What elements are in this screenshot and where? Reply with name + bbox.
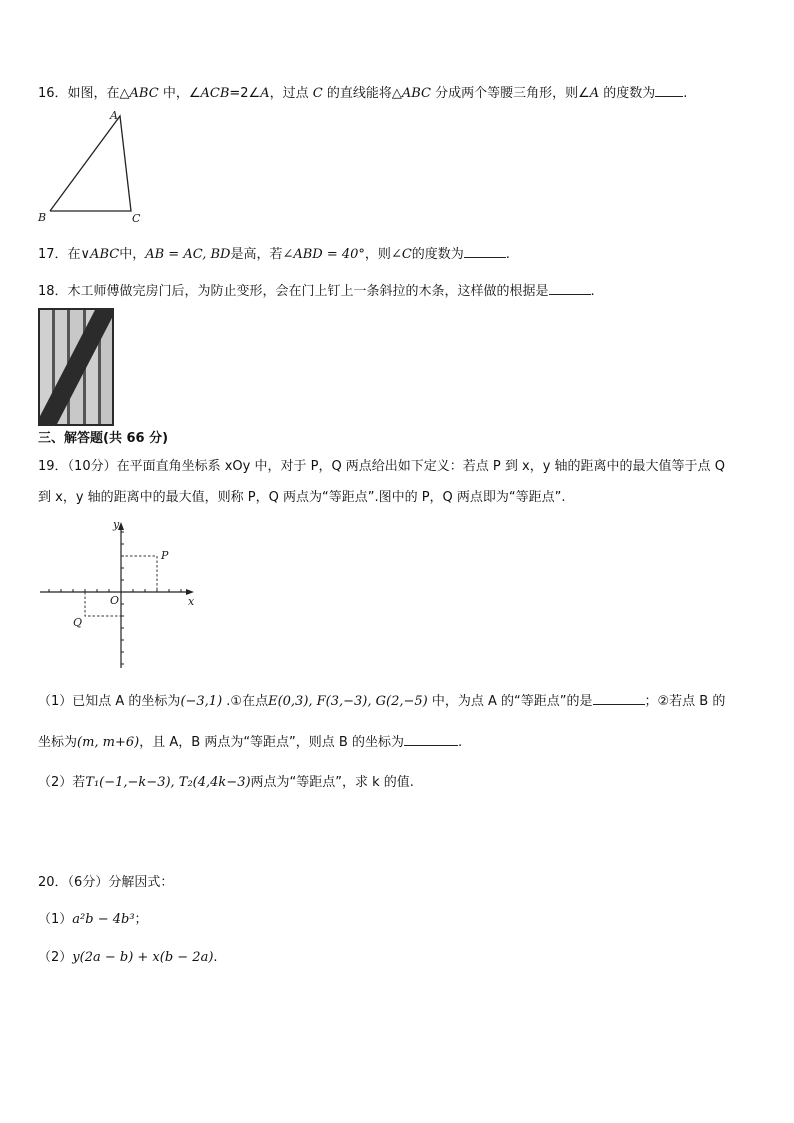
question-20-part1: （1）a²b − 4b³； <box>38 912 148 927</box>
question-18-text: 18．木工师傅做完房门后，为防止变形，会在门上钉上一条斜拉的木条，这样做的根据是 . <box>38 284 595 299</box>
coordinate-plane-figure <box>40 518 200 674</box>
answer-blank[interactable] <box>404 733 458 746</box>
answer-blank[interactable] <box>593 692 645 705</box>
question-19-line2: 到 x，y 轴的距离中的最大值，则称 P，Q 两点为“等距点”.图中的 P，Q 两点即为“等距点”. <box>38 490 566 505</box>
question-17-text: 17．在∨ABC中，AB = AC, BD是高，若∠ABD = 40°，则∠C的度数为 . <box>38 247 510 262</box>
vertex-a-label: A <box>110 109 118 122</box>
question-20-part2: （2）y(2a − b) + x(b − 2a). <box>38 950 218 965</box>
vertex-c-label: C <box>132 212 141 225</box>
point-p-guides <box>121 556 157 592</box>
triangle-shape <box>50 116 131 211</box>
question-19-part2: （2）若T₁(−1,−k−3), T₂(4,4k−3)两点为“等距点”，求 k 的值. <box>38 775 414 790</box>
question-16-text: 16．如图，在△ABC 中，∠ACB=2∠A，过点 C 的直线能将△ABC 分成两个等腰三角形，则∠A 的度数为 . <box>38 86 688 101</box>
question-19-line1: 19．（10分）在平面直角坐标系 xOy 中，对于 P，Q 两点给出如下定义：若点 P 到 x，y 轴的距离中的最大值等于点 Q <box>38 459 725 474</box>
origin-label: O <box>110 594 120 607</box>
question-19-part1-line1: （1）已知点 A 的坐标为(−3,1) .①在点E(0,3), F(3,−3), G(2,−5) 中，为点 A 的“等距点”的是 ；②若点 B 的 <box>38 694 726 709</box>
question-20-title: 20．（6分）分解因式： <box>38 875 174 890</box>
answer-blank[interactable] <box>549 282 591 295</box>
vertex-b-label: B <box>38 211 47 224</box>
y-axis-label: y <box>113 518 120 531</box>
section-heading: 三、解答题(共 66 分) <box>38 431 169 446</box>
point-q-label: Q <box>73 616 83 629</box>
answer-blank[interactable] <box>464 245 506 258</box>
triangle-abc-figure <box>30 108 160 228</box>
question-19-part1-line2: 坐标为(m, m+6)，且 A，B 两点为“等距点”，则点 B 的坐标为 . <box>38 735 463 750</box>
x-axis-label: x <box>188 595 195 608</box>
point-p-label: P <box>161 549 169 562</box>
door-brace-figure <box>38 308 114 426</box>
answer-blank[interactable] <box>655 84 683 97</box>
